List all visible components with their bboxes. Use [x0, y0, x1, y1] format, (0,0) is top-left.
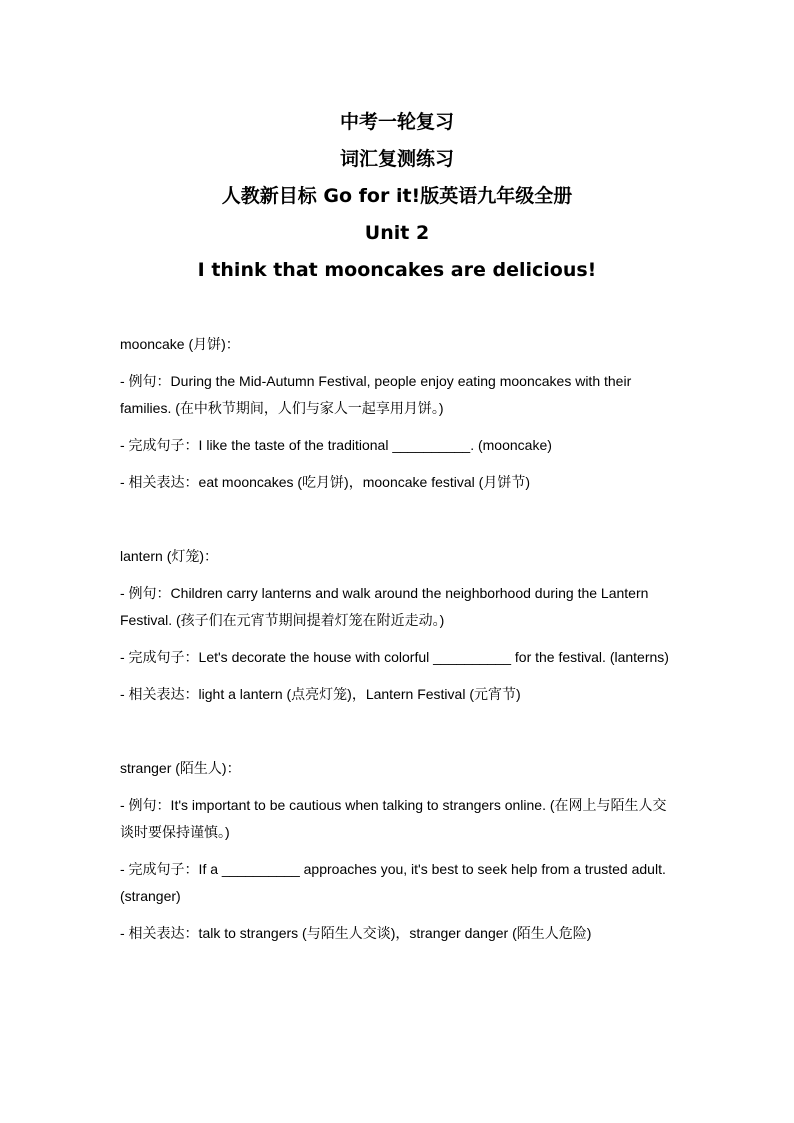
- title-block: [0, 104, 794, 289]
- vocab-word: stranger (陌生人)：: [120, 760, 241, 776]
- vocab-entry-stranger: [120, 755, 680, 947]
- vocab-word: mooncake (月饼)：: [120, 336, 240, 352]
- related-expressions: - 相关表达：eat mooncakes (吃月饼)，mooncake festival (月饼节): [120, 474, 530, 490]
- title-unit-name: I think that mooncakes are delicious!: [197, 259, 597, 281]
- example-sentence: - 例句：During the Mid-Autumn Festival, people enjoy eating mooncakes with their families. (在中秋节期间，人们与家人一起享用月饼。): [120, 373, 632, 416]
- completion-exercise: - 完成句子：I like the taste of the traditional __________. (mooncake): [120, 437, 552, 453]
- title-unit: Unit 2: [364, 222, 430, 244]
- vocab-list: [120, 331, 680, 994]
- related-expressions: - 相关表达：talk to strangers (与陌生人交谈)，stranger danger (陌生人危险): [120, 925, 592, 941]
- example-sentence: - 例句：Children carry lanterns and walk around the neighborhood during the Lantern Festival. (孩子们在元宵节期间提着灯笼在附近走动。): [120, 585, 649, 628]
- title-textbook: 人教新目标 Go for it!版英语九年级全册: [221, 185, 573, 207]
- title-review: 中考一轮复习: [339, 111, 454, 133]
- example-sentence: - 例句：It's important to be cautious when talking to strangers online. (在网上与陌生人交谈时要保持谨慎。): [120, 797, 667, 840]
- vocab-entry-mooncake: [120, 331, 680, 496]
- vocab-entry-lantern: [120, 543, 680, 708]
- title-vocab-test: 词汇复测练习: [339, 148, 454, 170]
- completion-exercise: - 完成句子：If a __________ approaches you, it's best to seek help from a trusted adult. (stranger): [120, 861, 666, 904]
- related-expressions: - 相关表达：light a lantern (点亮灯笼)，Lantern Festival (元宵节): [120, 686, 521, 702]
- completion-exercise: - 完成句子：Let's decorate the house with colorful __________ for the festival. (lanterns): [120, 649, 669, 665]
- vocab-word: lantern (灯笼)：: [120, 548, 219, 564]
